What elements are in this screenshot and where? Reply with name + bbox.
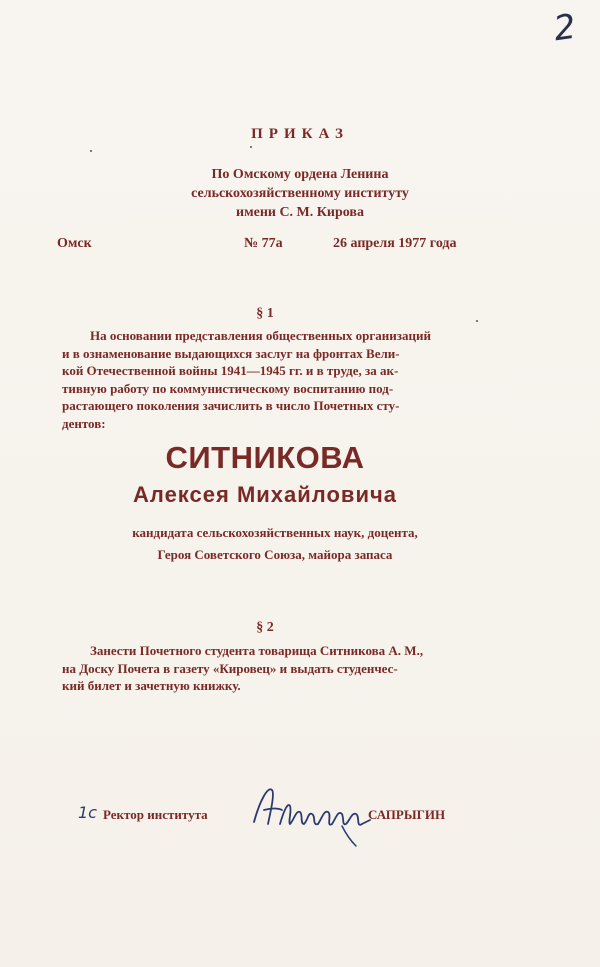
rector-signature: [246, 780, 378, 850]
credential-line: кандидата сельскохозяйственных наук, доцента,: [132, 525, 418, 540]
institute-line: сельскохозяйственному институту: [191, 186, 409, 201]
text-line: дентов:: [62, 415, 106, 431]
document-title: ПРИКАЗ: [251, 126, 349, 142]
city: Омск: [57, 236, 92, 251]
paper-speck: [476, 320, 478, 322]
institute-line: По Омскому ордена Ленина: [211, 167, 389, 182]
paper-speck: [90, 150, 92, 152]
text-line: Занести Почетного студента товарища Ситникова А. М.,: [90, 643, 424, 658]
text-line: растающего поколения зачислить в число Почетных сту-: [62, 398, 400, 413]
institute-heading: [150, 165, 450, 222]
text-line: и в ознаменование выдающихся заслуг на фронтах Вели-: [62, 345, 400, 361]
page-number: 2: [551, 6, 579, 50]
section-2-text: [62, 642, 488, 695]
paper-speck: [250, 146, 252, 148]
section-1-text: [62, 327, 488, 432]
honoree-credentials: [100, 522, 450, 566]
rector-title: Ректор института: [103, 807, 208, 822]
section-2-mark: § 2: [256, 620, 274, 635]
section-1-mark: § 1: [256, 306, 274, 321]
institute-line: имени С. М. Кирова: [236, 205, 364, 220]
order-number: № 77а: [244, 236, 283, 251]
text-line: На основании представления общественных организаций: [90, 328, 431, 343]
honoree-given-names: Алексея Михайловича: [133, 482, 397, 507]
honoree-surname: СИТНИКОВА: [165, 440, 365, 475]
text-line: тивную работу по коммунистическому воспитанию под-: [62, 380, 394, 396]
credential-line: Героя Советского Союза, майора запаса: [157, 547, 393, 562]
rector-name: САПРЫГИН: [368, 807, 446, 822]
text-line: кой Отечественной войны 1941—1945 гг. и в труде, за ак-: [62, 363, 399, 378]
order-date: 26 апреля 1977 года: [333, 236, 457, 251]
text-line: кий билет и зачетную книжку.: [62, 678, 241, 693]
text-line: на Доску Почета в газету «Кировец» и выдать студенчес-: [62, 660, 398, 676]
handwritten-note: 1с: [78, 803, 97, 822]
